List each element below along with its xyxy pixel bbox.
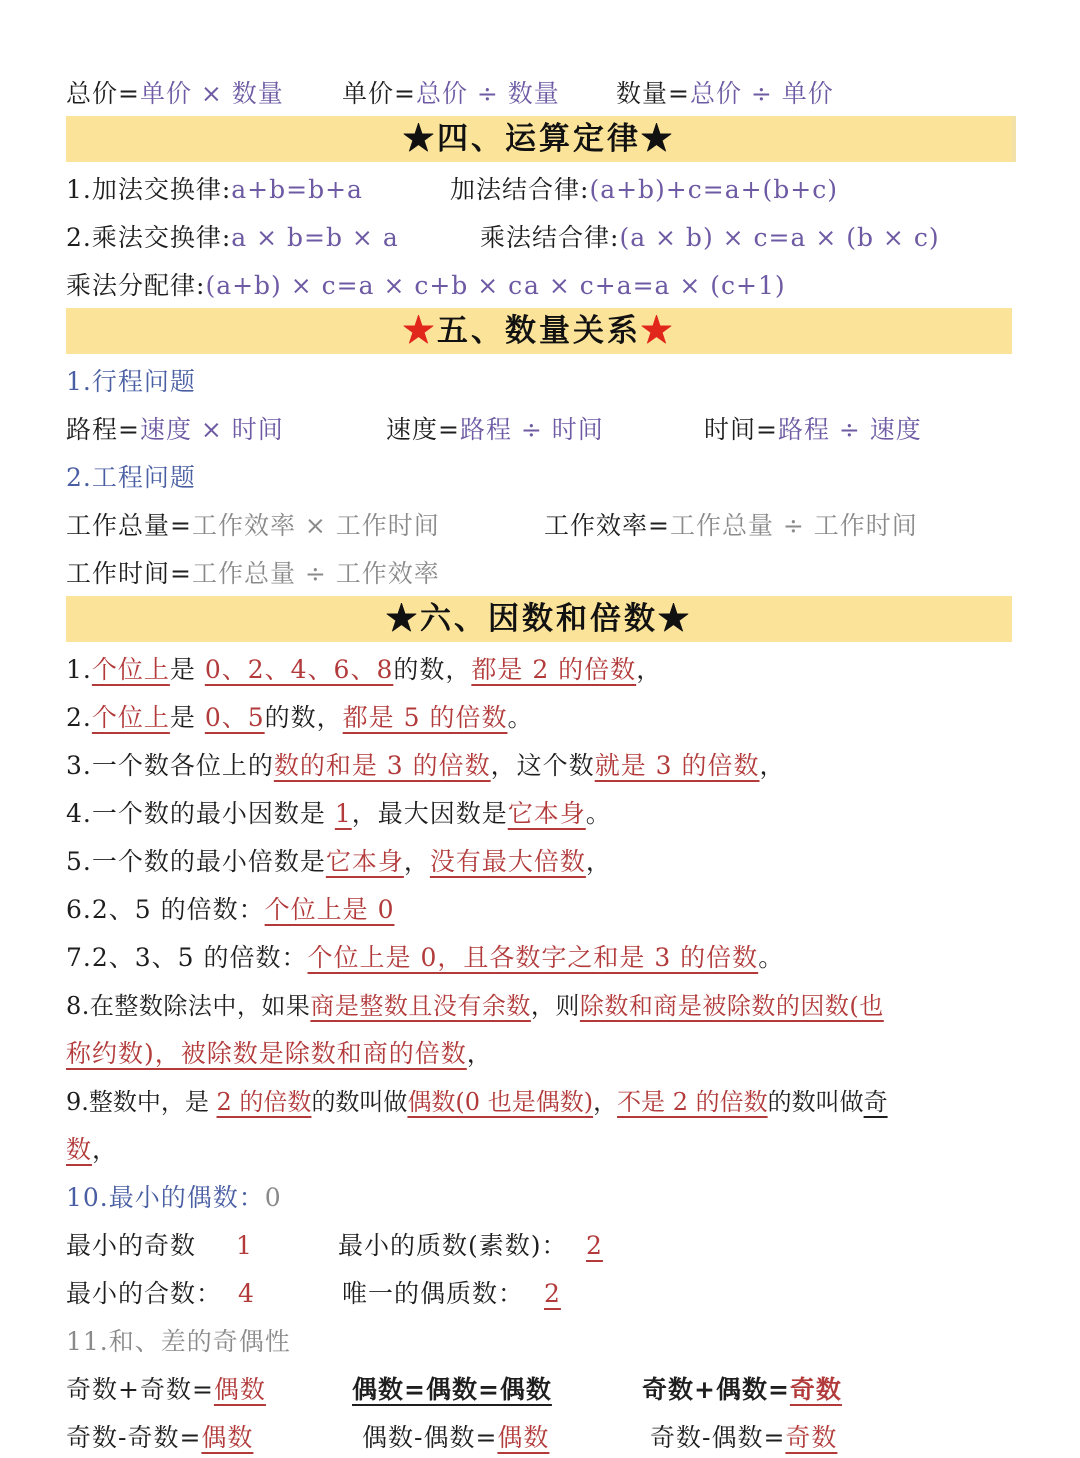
red-star-icon: ★ xyxy=(641,313,675,349)
text-segment: 不是 2 的倍数 xyxy=(617,1088,768,1116)
formula-label: 速度= xyxy=(386,415,460,444)
text-segment: 奇数 xyxy=(789,1375,842,1404)
text-segment: 1 xyxy=(334,799,352,828)
text-segment: 6.2、5 的倍数： xyxy=(66,895,265,924)
text-segment: 。 xyxy=(758,943,785,972)
text-segment: 0、5 xyxy=(204,703,265,732)
text-segment: 它本身 xyxy=(325,847,404,876)
section-banner-quantity-relations xyxy=(66,308,1012,354)
rule-item-5 xyxy=(66,842,1014,882)
text-segment: ，则 xyxy=(530,992,580,1020)
law-label: 2.乘法交换律: xyxy=(66,223,232,252)
text-segment: 2 xyxy=(586,1231,603,1260)
text-segment: 0、2、4、6、8 xyxy=(204,655,394,684)
text-segment: 唯一的偶质数： xyxy=(342,1279,525,1308)
law-label: 1.加法交换律: xyxy=(66,175,232,204)
formula-label: 总价= xyxy=(66,79,140,108)
rule-item-4 xyxy=(66,794,1014,834)
law-formula: a+b=b+a xyxy=(231,175,363,204)
text-segment: ， xyxy=(585,847,612,876)
section-banner-operation-laws: ★四、运算定律★ xyxy=(66,116,1016,162)
formula-label: 工作时间= xyxy=(66,559,192,588)
rule-item-10 xyxy=(66,1178,1014,1218)
text-segment: 最小的奇数 xyxy=(66,1231,197,1260)
text-segment: 就是 3 的倍数 xyxy=(594,751,760,780)
rule-item-9-line2 xyxy=(66,1130,1014,1170)
text-segment: 4 xyxy=(238,1279,255,1308)
formula-value: 工作总量 ÷ 工作效率 xyxy=(191,559,440,588)
text-segment: 除数和商是被除数的因数(也 xyxy=(579,992,884,1020)
section-title: 五、数量关系 xyxy=(437,313,641,349)
text-segment: 1 xyxy=(236,1231,253,1260)
formula-label: 单价= xyxy=(342,79,416,108)
text-segment: 都是 2 的倍数 xyxy=(471,655,637,684)
formula-value: 路程 ÷ 速度 xyxy=(777,415,922,444)
text-segment: 偶数=偶数=偶数 xyxy=(352,1375,552,1404)
text-segment: 它本身 xyxy=(507,799,586,828)
text-segment: 商是整数且没有余数 xyxy=(310,992,531,1020)
formula-value: 工作总量 ÷ 工作时间 xyxy=(669,511,918,540)
rule-item-8-line2 xyxy=(66,1034,1014,1074)
red-star-icon: ★ xyxy=(403,313,437,349)
formula-label: 工作效率= xyxy=(544,511,670,540)
rule-item-3 xyxy=(66,746,1014,786)
text-segment: 个位上 xyxy=(91,655,170,684)
text-segment: 称约数)，被除数是除数和商的倍数 xyxy=(66,1039,467,1068)
text-segment: 是 xyxy=(169,703,205,732)
rule-item-11: 11.和、差的奇偶性 xyxy=(66,1327,291,1356)
text-segment: 奇数-偶数= xyxy=(650,1423,786,1452)
subheading-engineering: 2.工程问题 xyxy=(66,463,196,492)
rule-item-8-line1 xyxy=(66,986,1014,1026)
formula-label: 路程= xyxy=(66,415,140,444)
text-segment: 奇 xyxy=(863,1088,888,1116)
text-segment: ， xyxy=(759,751,786,780)
law-formula: (a × b) × c=a × (b × c) xyxy=(619,223,940,252)
text-segment: 10.最小的偶数： xyxy=(66,1183,265,1212)
text-segment: ， xyxy=(466,1039,493,1068)
law-label: 乘法结合律: xyxy=(480,223,620,252)
formula-label: 时间= xyxy=(704,415,778,444)
text-segment: 没有最大倍数 xyxy=(429,847,586,876)
law-formula: a × b=b × a xyxy=(231,223,399,252)
text-segment: 9.整数中，是 xyxy=(66,1088,217,1116)
formula-label: 工作总量= xyxy=(66,511,192,540)
text-segment: 2. xyxy=(66,703,92,732)
text-segment: 数的和是 3 的倍数 xyxy=(273,751,491,780)
text-segment: 偶数 xyxy=(201,1423,254,1452)
text-segment: 4.一个数的最小因数是 xyxy=(66,799,335,828)
formula-value: 工作效率 × 工作时间 xyxy=(191,511,440,540)
text-segment: 。 xyxy=(585,799,612,828)
text-segment: ， xyxy=(403,847,430,876)
text-segment: 2 的倍数 xyxy=(216,1088,312,1116)
section-banner-factors-multiples: ★六、因数和倍数★ xyxy=(66,596,1012,642)
text-segment: 奇数+偶数= xyxy=(642,1375,790,1404)
text-segment: 的数， xyxy=(393,655,472,684)
formula-value: 总价 ÷ 单价 xyxy=(689,79,834,108)
text-segment: 奇数+奇数= xyxy=(66,1375,214,1404)
text-segment: 3.一个数各位上的 xyxy=(66,751,274,780)
text-segment: 1. xyxy=(66,655,92,684)
law-formula: a × c+a=a × (c+1) xyxy=(524,271,786,300)
formula-value: 路程 ÷ 时间 xyxy=(459,415,604,444)
law-formula: (a+b)+c=a+(b+c) xyxy=(589,175,839,204)
text-segment: 个位上 xyxy=(91,703,170,732)
text-segment: 2 xyxy=(544,1279,561,1308)
subheading-travel: 1.行程问题 xyxy=(66,367,196,396)
law-formula: (a+b) × c=a × c+b × c xyxy=(205,271,524,300)
text-segment: 0 xyxy=(264,1183,282,1212)
text-segment: ，最大因数是 xyxy=(351,799,508,828)
text-segment: 5.一个数的最小倍数是 xyxy=(66,847,326,876)
formula-value: 单价 × 数量 xyxy=(139,79,284,108)
rule-item-7 xyxy=(66,938,1014,978)
text-segment: ， xyxy=(636,655,663,684)
text-segment: 奇数-奇数= xyxy=(66,1423,202,1452)
text-segment: 7.2、3、5 的倍数： xyxy=(66,943,308,972)
rule-item-1 xyxy=(66,650,1014,690)
text-segment: 最小的合数： xyxy=(66,1279,223,1308)
text-segment: ， xyxy=(92,1135,119,1164)
rule-item-6 xyxy=(66,890,1014,930)
text-segment: 偶数 xyxy=(497,1423,550,1452)
text-segment: 数 xyxy=(66,1135,93,1164)
law-label: 加法结合律: xyxy=(450,175,590,204)
text-segment: 奇数 xyxy=(785,1423,838,1452)
law-label: 乘法分配律: xyxy=(66,271,206,300)
text-segment: ， xyxy=(593,1088,618,1116)
formula-value: 总价 ÷ 数量 xyxy=(415,79,560,108)
text-segment: 8.在整数除法中，如果 xyxy=(66,992,311,1020)
text-segment: 偶数 xyxy=(213,1375,266,1404)
text-segment: 最小的质数(素数)： xyxy=(338,1231,568,1260)
text-segment: 偶数-偶数= xyxy=(362,1423,498,1452)
formula-value: 速度 × 时间 xyxy=(139,415,284,444)
text-segment: 的数叫做 xyxy=(767,1088,864,1116)
text-segment: 是 xyxy=(169,655,205,684)
formula-label: 数量= xyxy=(616,79,690,108)
rule-item-9-line1 xyxy=(66,1082,1014,1122)
text-segment: 的数叫做 xyxy=(311,1088,408,1116)
rule-item-2 xyxy=(66,698,1014,738)
text-segment: 都是 5 的倍数 xyxy=(342,703,508,732)
text-segment: 。 xyxy=(507,703,534,732)
text-segment: 个位上是 0 xyxy=(264,895,395,924)
text-segment: 个位上是 0，且各数字之和是 3 的倍数 xyxy=(307,943,759,972)
text-segment: 偶数(0 也是偶数) xyxy=(407,1088,594,1116)
text-segment: ，这个数 xyxy=(490,751,595,780)
text-segment: 的数， xyxy=(264,703,343,732)
